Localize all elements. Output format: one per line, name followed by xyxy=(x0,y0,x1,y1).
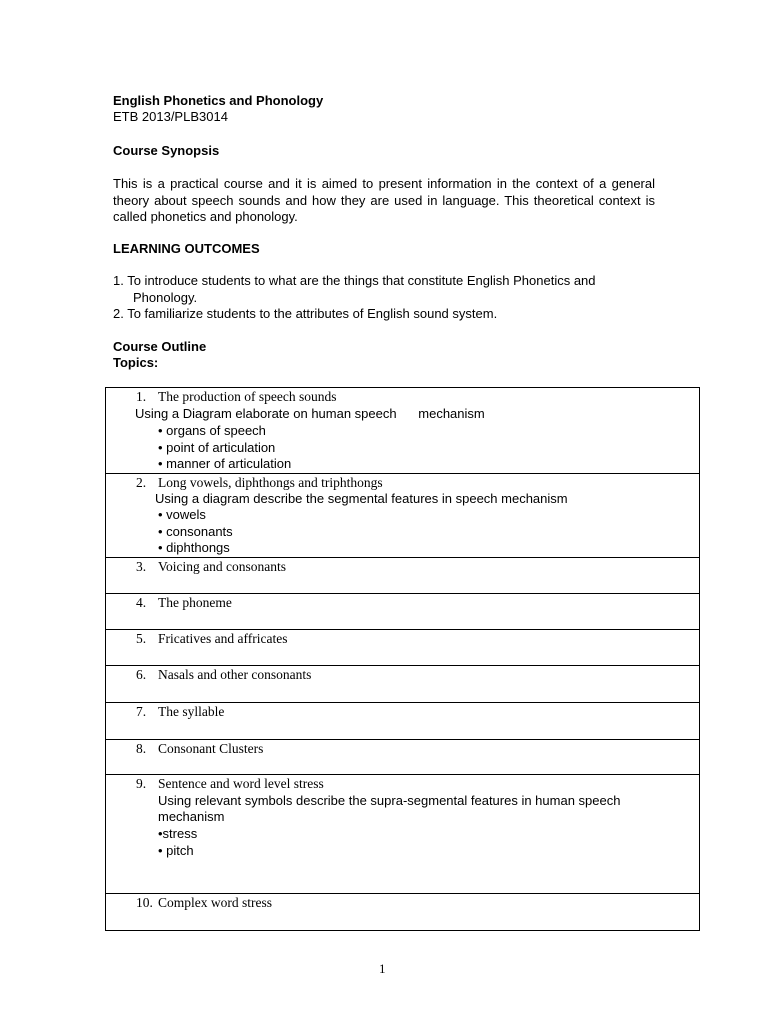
learning-outcome-1-text: 1. To introduce students to what are the things that constitute English Phonetics and xyxy=(113,273,596,288)
topic-number: 3. xyxy=(136,559,147,574)
course-outline-heading: Course Outline xyxy=(113,339,207,354)
topic-heading xyxy=(136,704,224,720)
topic-heading xyxy=(136,895,272,911)
topic-description: Using relevant symbols describe the supra-segmental features in human speech xyxy=(158,793,621,808)
topic-bullet: • consonants xyxy=(158,523,233,539)
topic-bullet: • organs of speech xyxy=(158,423,266,438)
topic-row xyxy=(106,474,699,558)
synopsis-body: This is a practical course and it is aimed to present information in the context of a general theory about speech sounds and how they are used in language. This theoretical context is called phonetics and phonology. xyxy=(113,176,655,224)
topic-number: 1. xyxy=(136,389,147,404)
course-code: ETB 2013/PLB3014 xyxy=(113,109,228,124)
topic-title: Sentence and word level stress xyxy=(158,776,324,791)
learning-outcome-1 xyxy=(113,273,673,306)
learning-outcome-2-text: 2. To familiarize students to the attributes of English sound system. xyxy=(113,306,498,321)
topic-row xyxy=(106,894,699,930)
topic-row xyxy=(106,703,699,740)
topic-row xyxy=(106,666,699,703)
topic-description: Using a diagram describe the segmental features in speech mechanism xyxy=(155,491,568,506)
topic-title: Consonant Clusters xyxy=(158,741,264,756)
topic-heading xyxy=(136,667,311,683)
page-number: 1 xyxy=(379,961,386,976)
topic-heading xyxy=(136,776,324,792)
topic-heading xyxy=(136,631,287,647)
synopsis-heading: Course Synopsis xyxy=(113,143,220,158)
topic-title: The syllable xyxy=(158,704,225,719)
topics-table xyxy=(105,387,700,931)
topic-bullet: • point of articulation xyxy=(158,439,276,455)
topic-number: 10. xyxy=(136,895,153,910)
learning-outcome-2 xyxy=(113,306,673,323)
topic-row xyxy=(106,594,699,630)
topic-bullet: •stress xyxy=(158,826,198,841)
topic-title: Complex word stress xyxy=(158,895,272,910)
learning-outcomes-heading: LEARNING OUTCOMES xyxy=(113,241,260,256)
topic-bullet: • vowels xyxy=(158,507,206,522)
topic-title: Long vowels, diphthongs and triphthongs xyxy=(158,475,383,490)
topic-bullet-list xyxy=(158,507,233,557)
topic-number: 5. xyxy=(136,631,147,646)
learning-outcome-1-continuation: Phonology. xyxy=(133,289,198,305)
topic-title: Nasals and other consonants xyxy=(158,667,312,682)
topic-row xyxy=(106,775,699,894)
topic-title: The production of speech sounds xyxy=(158,389,337,404)
topic-row xyxy=(106,388,699,474)
topic-heading xyxy=(136,741,263,757)
topic-number: 6. xyxy=(136,667,147,682)
document-title: English Phonetics and Phonology xyxy=(113,93,324,108)
learning-outcomes-list xyxy=(113,273,673,323)
topic-title: Fricatives and affricates xyxy=(158,631,288,646)
topic-row xyxy=(106,558,699,594)
topic-bullet: • pitch xyxy=(158,842,194,858)
topic-heading xyxy=(136,389,336,405)
topic-bullet: • manner of articulation xyxy=(158,456,292,471)
topic-number: 9. xyxy=(136,776,147,791)
topic-bullet: • diphthongs xyxy=(158,540,230,555)
topic-row xyxy=(106,630,699,666)
topic-heading xyxy=(136,559,286,575)
topic-bullet-list xyxy=(158,423,291,473)
topic-number: 4. xyxy=(136,595,147,610)
topic-row xyxy=(106,740,699,775)
topic-title: The phoneme xyxy=(158,595,232,610)
topic-description-continuation: mechanism xyxy=(158,809,225,824)
topic-heading xyxy=(136,475,383,491)
topic-number: 8. xyxy=(136,741,147,756)
topic-description: Using a Diagram elaborate on human speech mechanism xyxy=(135,406,485,421)
topic-title: Voicing and consonants xyxy=(158,559,286,574)
topic-number: 7. xyxy=(136,704,147,719)
topic-number: 2. xyxy=(136,475,147,490)
topic-bullet-list xyxy=(158,826,197,859)
topic-heading xyxy=(136,595,232,611)
topics-heading: Topics: xyxy=(113,355,159,370)
